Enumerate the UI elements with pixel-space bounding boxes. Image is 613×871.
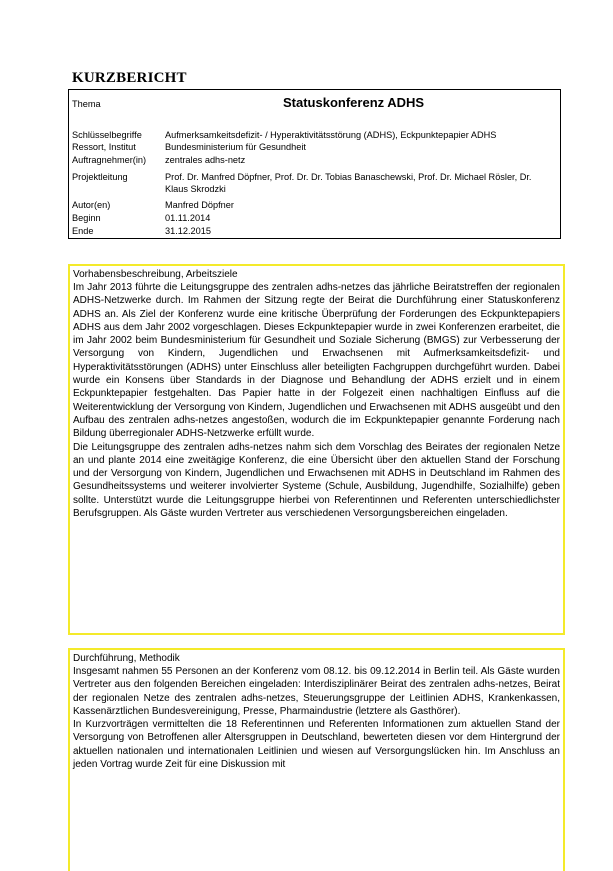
meta-value: Bundesministerium für Gesundheit xyxy=(165,142,306,152)
meta-label: Ende xyxy=(72,226,94,236)
meta-label: Schlüsselbegriffe xyxy=(72,130,142,140)
section-paragraph: Insgesamt nahmen 55 Personen an der Konferenz vom 08.12. bis 09.12.2014 in Berlin teil. Als Gäste wurden Vertreter aus den folgenden Bereichen eingeladen: Interdisziplinärer Beirat des zentralen adhs-netzes, Beirat der regionalen Netze des zentralen adhs-netzes, Steuerungsgruppe der Leitlinien ADHS, Krankenkassen, Kassenärztlichen Bundesvereinigung, Presse, Pharmaindustrie (letztere als Gasthörer). xyxy=(73,666,560,717)
meta-value: zentrales adhs-netz xyxy=(165,155,246,165)
meta-label: Beginn xyxy=(72,213,101,223)
meta-label: Autor(en) xyxy=(72,200,111,210)
meta-value: Manfred Döpfner xyxy=(165,200,234,210)
section-heading: Vorhabensbeschreibung, Arbeitsziele xyxy=(73,269,238,280)
meta-label: Auftragnehmer(in) xyxy=(72,155,147,165)
meta-value: 31.12.2015 xyxy=(165,226,211,236)
report-heading: KURZBERICHT xyxy=(72,70,187,86)
metadata-table xyxy=(68,89,561,239)
meta-value: Aufmerksamkeitsdefizit- / Hyperaktivitätsstörung (ADHS), Eckpunktepapier ADHS xyxy=(165,130,497,140)
meta-label: Ressort, Institut xyxy=(72,142,136,152)
section-heading: Durchführung, Methodik xyxy=(73,653,180,664)
section-paragraph: In Kurzvorträgen vermittelten die 18 Referentinnen und Referenten Informationen zum aktuellen Stand der Versorgung von Betroffenen aller Altersgruppen in Deutschland, bewerteten diesen vor dem Hintergrund der aktuellen nationalen und internationalen Leitlinien und wiesen auf Versorgungslücken hin. Im Anschluss an jeden Vortrag wurde Zeit für eine Diskussion mit xyxy=(73,719,560,771)
section-methodology xyxy=(68,648,565,871)
meta-value: 01.11.2014 xyxy=(165,213,211,223)
document-title: Statuskonferenz ADHS xyxy=(283,95,425,110)
section-paragraph: Im Jahr 2013 führte die Leitungsgruppe des zentralen adhs-netzes das jährliche Beiratstreffen der regionalen ADHS-Netzwerke durch. Im Rahmen der Sitzung regte der Beirat die Durchführung einer Statuskonferenz ADHS an. Als Ziel der Konferenz wurde eine kritische Überprüfung der Forderungen des Eckpunktepapiers ADHS aus dem Jahr 2002 vorgeschlagen. Dieses Eckpunktepapier wurde in zwei Konferenzen erarbeitet, die im Jahr 2002 beim Bundesministerium für Gesundheit und Soziale Sicherung (BMGS) zur Verbesserung der Versorgung von Kindern, Jugendlichen und Erwachsenen mit Aufmerksamkeitsdefizit- und Hyperaktivitätsstörungen (ADHS) unter Einschluss aller beteiligten Fachgruppen durchgeführt wurden. Dabei wurde ein Konsens über Standards in der Diagnose und Behandlung der ADHS erzielt und in einem Eckpunktepapier festgehalten. Das Papier hatte in der Folgezeit einen nachhaltigen Einfluss auf die Weiterentwicklung der Versorgung von Kindern, Jugendlichen und Erwachsenen mit ADHS ausgeübt und den Aufbau des zentralen adhs-netzes angestoßen, wodurch die im Eckpunktepapier genannte Forderung nach Bildung überregionaler ADHS-Netzwerke erfüllt wurde. xyxy=(73,282,560,440)
meta-label: Projektleitung xyxy=(72,172,128,182)
meta-label: Thema xyxy=(72,99,101,109)
section-project-description xyxy=(68,264,565,635)
section-paragraph: Die Leitungsgruppe des zentralen adhs-netzes nahm sich dem Vorschlag des Beirates der regionalen Netze an und plante 2014 eine zweitägige Konferenz, die eine Übersicht über den aktuellen Stand der Forschung und der Versorgung von Kindern, Jugendlichen und Erwachsenen mit ADHS in Deutschland im Rahmen des Gesundheitssystems und weiterer involvierter Systeme (Schule, Ausbildung, Jugendhilfe, Sozialhilfe) geben sollte. Unterstützt wurde die Leitungsgruppe hierbei von Referentinnen und Referenten unterschiedlichster Berufsgruppen. Als Gäste wurden Vertreter aus verschiedenen Versorgungsbereichen eingeladen. xyxy=(73,441,560,520)
meta-value: Prof. Dr. Manfred Döpfner, Prof. Dr. Dr. Tobias Banaschewski, Prof. Dr. Michael Rösler, Dr. Klaus Skrodzki xyxy=(165,172,532,194)
